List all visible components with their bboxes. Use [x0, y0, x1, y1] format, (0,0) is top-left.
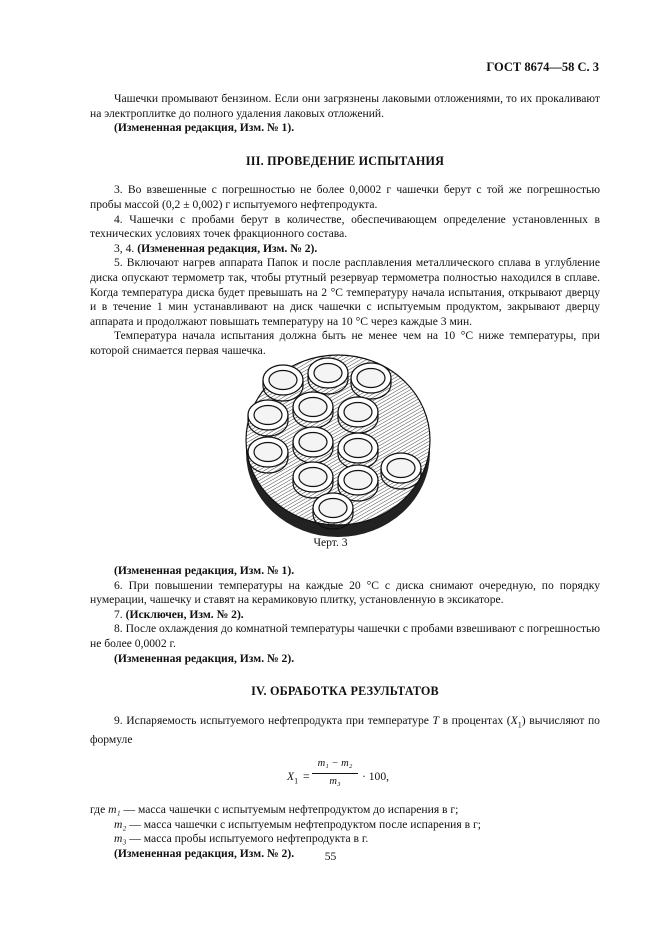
formula-fraction — [312, 757, 358, 789]
var-m2: m₂ — [114, 817, 127, 831]
section-title-testing: III. ПРОВЕДЕНИЕ ИСПЫТАНИЯ — [245, 153, 445, 168]
formula-lhs: $X_1$ — [287, 770, 299, 786]
amendment-note: (Измененная редакция, Изм. № 1). — [114, 121, 295, 135]
formula-numerator: m₁ − m₂ — [317, 758, 353, 770]
where-m3-text: — масса пробы испытуемого нефтепродукта в г. — [126, 832, 369, 846]
where-m3 — [114, 832, 600, 847]
p7-text: (Исключен, Изм. № 2). — [125, 607, 244, 621]
where-prefix: где — [90, 803, 106, 817]
formula-denominator: m₃ — [329, 775, 341, 787]
page-number: 55 — [324, 850, 337, 863]
amendment-note-3-4 — [90, 242, 600, 257]
note-text: (Измененная редакция, Изм. № 2). — [137, 241, 318, 255]
p9-text-c: ) вычисляют по формуле — [90, 713, 600, 746]
disk-with-cups-figure — [238, 340, 438, 540]
fraction-bar — [312, 773, 358, 774]
main-text-bottom — [90, 564, 600, 862]
var-m1: m₁ — [108, 803, 121, 817]
p9-var-x: X — [510, 713, 518, 727]
amendment-note: (Измененная редакция, Изм. № 2). — [114, 847, 295, 861]
amendment-note: (Измененная редакция, Изм. № 2). — [114, 651, 295, 665]
paragraph-5b: Температура начала испытания должна быть не менее чем на 10 °С ниже температуры, при которой снимается первая чашечка. — [90, 329, 600, 357]
p9-text-b: в процентах ( — [438, 713, 511, 727]
p9-var-t: T — [432, 713, 439, 727]
p9-var-x-sub: 1 — [517, 720, 522, 730]
paragraph-9 — [90, 714, 600, 748]
paragraph-6: 6. При повышении температуры на каждые 20 °С с диска снимают очередную, по порядку нумерации, чашечку и ставят на керамиковую плитку, установленную в эксикаторе. — [90, 578, 600, 607]
section-title-results: IV. ОБРАБОТКА РЕЗУЛЬТАТОВ — [251, 684, 439, 699]
p7-prefix: 7. — [114, 607, 123, 621]
note-prefix: 3, 4. — [114, 241, 135, 255]
figure-caption: Черт. 3 — [313, 536, 348, 549]
p9-text-a: 9. Испаряемость испытуемого нефтепродукта при температуре — [114, 713, 433, 727]
where-m1-text: — масса чашечки с испытуемым нефтепродуктом до испарения в г; — [120, 803, 459, 817]
where-m2-text: — масса чашечки с испытуемым нефтепродуктом после испарения в г; — [126, 817, 481, 831]
main-text-top — [90, 92, 600, 359]
paragraph-3: 3. Во взвешенные с погрешностью не более 0,0002 г чашечки берут с той же погрешностью пробы массой (0,2 ± 0,002) г испытуемого нефтепродукта. — [90, 183, 600, 211]
paragraph-8: 8. После охлаждения до комнатной температуры чашечки с пробами взвешивают с погрешностью не более 0,0002 г. — [90, 622, 600, 650]
var-m3: m₃ — [114, 832, 127, 846]
paragraph-7 — [90, 608, 600, 623]
paragraph-5: 5. Включают нагрев аппарата Папок и после расплавления металлического сплава в углубление диска опускают термометр так, чтобы ртутный резервуар термометра полностью находился в сплаве. Когда температура диска будет превышать на 2 °С температуру начала испытания, открывают дверцу и в течение 1 мин устанавливают на диск чашечки с испытуемым продуктом, закрывают дверцу аппарата и продолжают повышать температуру на 10 °С через каждые 3 мин. — [90, 256, 600, 328]
where-m2 — [114, 818, 600, 833]
formula-multiplier: · 100, — [362, 770, 390, 784]
formula-equals: = — [303, 770, 310, 784]
evaporation-formula — [90, 757, 600, 799]
amendment-note: (Измененная редакция, Изм. № 1). — [114, 564, 295, 577]
intro-paragraph: Чашечки промывают бензином. Если они загрязнены лаковыми отложениями, то их прокаливают на электроплитке до полного удаления лаковых отложений. — [90, 92, 600, 120]
paragraph-4: 4. Чашечки с пробами берут в количестве, обеспечивающем определение установленных в технических условиях точек фракционного состава. — [90, 212, 600, 241]
page-header: ГОСТ 8674—58 С. 3 — [486, 60, 599, 74]
where-m1 — [90, 803, 600, 818]
